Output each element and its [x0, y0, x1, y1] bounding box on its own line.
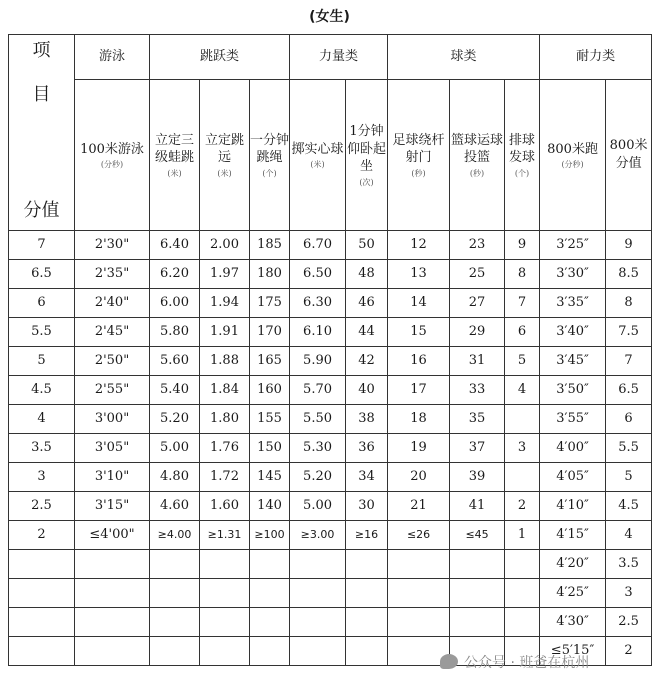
table-row	[9, 289, 652, 318]
table-cell: 35	[450, 405, 505, 434]
corner-bottom: 分值	[23, 200, 60, 222]
table-cell: 18	[388, 405, 450, 434]
subheader-unit: (米)	[167, 168, 182, 178]
subheader-unit: (秒)	[469, 168, 485, 178]
table-cell: 50	[346, 231, 388, 260]
table-cell: 6	[606, 405, 652, 434]
table-cell	[200, 579, 250, 608]
table-row	[9, 376, 652, 405]
table-cell	[75, 550, 150, 579]
table-cell: 1.76	[200, 434, 250, 463]
table-cell: 37	[450, 434, 505, 463]
watermark	[440, 652, 589, 672]
table-cell: 5.00	[290, 492, 346, 521]
table-cell	[200, 608, 250, 637]
table-row	[9, 608, 652, 637]
table-cell: 41	[450, 492, 505, 521]
table-cell: 46	[346, 289, 388, 318]
subheader-3	[250, 80, 290, 231]
table-cell: 6.00	[150, 289, 200, 318]
subheader-10	[606, 80, 652, 231]
table-cell: 6.5	[606, 376, 652, 405]
table-cell: 42	[346, 347, 388, 376]
table-cell: 1.97	[200, 260, 250, 289]
table-row	[9, 579, 652, 608]
table-cell	[290, 637, 346, 666]
table-cell: 13	[388, 260, 450, 289]
table-cell: 2'45"	[75, 318, 150, 347]
table-cell: 6.40	[150, 231, 200, 260]
table-cell	[200, 550, 250, 579]
table-cell: 1.72	[200, 463, 250, 492]
table-cell: 145	[250, 463, 290, 492]
table-cell: 3′35″	[540, 289, 606, 318]
table-cell: 6	[505, 318, 540, 347]
table-cell: 185	[250, 231, 290, 260]
table-title: (女生)	[309, 9, 350, 25]
table-cell: 1.94	[200, 289, 250, 318]
corner-top: 项	[32, 40, 51, 61]
table-cell: 3	[606, 579, 652, 608]
table-cell: 3'05"	[75, 434, 150, 463]
table-cell: 2.5	[606, 608, 652, 637]
table-cell	[150, 550, 200, 579]
table-cell: 36	[346, 434, 388, 463]
table-cell	[250, 550, 290, 579]
table-cell: ≤26	[388, 521, 450, 550]
group-ball: 球类	[388, 35, 540, 80]
table-cell: ≤4'00"	[75, 521, 150, 550]
table-cell: ≥4.00	[150, 521, 200, 550]
table-cell: 27	[450, 289, 505, 318]
group-strength: 力量类	[290, 35, 388, 80]
table-cell	[388, 608, 450, 637]
table-cell: ≤5′15″	[540, 637, 606, 666]
table-cell: 8	[606, 289, 652, 318]
table-cell: 5.40	[150, 376, 200, 405]
table-cell: 4′10″	[540, 492, 606, 521]
table-cell: 1	[505, 521, 540, 550]
table-cell: 5	[505, 347, 540, 376]
table-cell: 1.60	[200, 492, 250, 521]
table-cell: 4′15″	[540, 521, 606, 550]
table-cell	[200, 637, 250, 666]
subheader-9	[540, 80, 606, 231]
table-cell: 170	[250, 318, 290, 347]
table-cell	[346, 608, 388, 637]
table-cell: 5.5	[606, 434, 652, 463]
table-cell: 1.80	[200, 405, 250, 434]
table-cell: 6.10	[290, 318, 346, 347]
table-cell: 175	[250, 289, 290, 318]
subheader-label: 篮球运球投篮	[451, 132, 504, 166]
wechat-icon	[440, 654, 458, 669]
subheader-label: 掷实心球	[291, 141, 344, 157]
corner-mid: 目	[32, 84, 51, 105]
table-cell	[250, 608, 290, 637]
table-cell: 4′25″	[540, 579, 606, 608]
table-cell: 150	[250, 434, 290, 463]
table-cell	[290, 579, 346, 608]
table-cell: 2.5	[9, 492, 75, 521]
table-cell: 5.50	[290, 405, 346, 434]
table-cell	[75, 637, 150, 666]
table-cell: 3′55″	[540, 405, 606, 434]
table-cell: 4′00″	[540, 434, 606, 463]
group-endurance: 耐力类	[540, 35, 652, 80]
table-cell: 6.70	[290, 231, 346, 260]
table-cell	[150, 608, 200, 637]
table-cell: 4.5	[9, 376, 75, 405]
table-cell: 3′40″	[540, 318, 606, 347]
subheader-unit: (分秒)	[100, 160, 124, 170]
table-cell: 25	[450, 260, 505, 289]
table-cell: 6.20	[150, 260, 200, 289]
table-cell: 9	[505, 231, 540, 260]
table-row	[9, 550, 652, 579]
subheader-label: 立定跳远	[204, 132, 244, 166]
table-cell: 21	[388, 492, 450, 521]
table-cell	[505, 405, 540, 434]
table-cell: 16	[388, 347, 450, 376]
table-cell: 3′30″	[540, 260, 606, 289]
table-cell: 7.5	[606, 318, 652, 347]
scoring-table	[8, 34, 652, 666]
subheader-4	[290, 80, 346, 231]
subheader-label: 800米跑	[547, 141, 598, 157]
table-cell: 5.20	[290, 463, 346, 492]
table-cell: 5.70	[290, 376, 346, 405]
table-cell: 3′25″	[540, 231, 606, 260]
table-cell	[505, 550, 540, 579]
subheader-2	[200, 80, 250, 231]
table-cell: 4′30″	[540, 608, 606, 637]
table-cell: 165	[250, 347, 290, 376]
table-cell: 2	[606, 637, 652, 666]
table-cell: ≤45	[450, 521, 505, 550]
table-cell: ≥16	[346, 521, 388, 550]
table-cell: 5.20	[150, 405, 200, 434]
table-cell: 3′45″	[540, 347, 606, 376]
table-cell: 3.5	[9, 434, 75, 463]
subheader-1	[150, 80, 200, 231]
table-cell	[346, 550, 388, 579]
table-cell: 3'10"	[75, 463, 150, 492]
table-cell	[450, 579, 505, 608]
table-cell: 5.60	[150, 347, 200, 376]
table-cell: 38	[346, 405, 388, 434]
table-cell	[150, 637, 200, 666]
subheader-label: 排球发球	[509, 132, 536, 166]
table-cell: ≥1.31	[200, 521, 250, 550]
table-cell	[450, 608, 505, 637]
table-cell	[9, 579, 75, 608]
table-cell	[346, 579, 388, 608]
table-cell: 39	[450, 463, 505, 492]
table-cell: 3	[505, 434, 540, 463]
subheader-7	[450, 80, 505, 231]
table-cell	[9, 550, 75, 579]
table-row	[9, 260, 652, 289]
table-cell	[9, 608, 75, 637]
table-cell: 12	[388, 231, 450, 260]
subheader-label: 1分钟仰卧起坐	[347, 124, 387, 175]
table-cell	[75, 608, 150, 637]
table-cell	[388, 579, 450, 608]
table-row	[9, 463, 652, 492]
table-cell: 4.5	[606, 492, 652, 521]
subheader-8	[505, 80, 540, 231]
table-cell: 1.91	[200, 318, 250, 347]
table-cell: 30	[346, 492, 388, 521]
table-cell: 40	[346, 376, 388, 405]
table-cell: 4	[606, 521, 652, 550]
table-cell: 4	[505, 376, 540, 405]
table-cell: ≥100	[250, 521, 290, 550]
table-cell: 5	[9, 347, 75, 376]
group-jumping: 跳跃类	[150, 35, 290, 80]
table-cell	[505, 579, 540, 608]
table-cell: 2'50"	[75, 347, 150, 376]
table-cell: 4′05″	[540, 463, 606, 492]
table-cell: 2'40"	[75, 289, 150, 318]
table-cell: 180	[250, 260, 290, 289]
table-row	[9, 231, 652, 260]
table-cell: 4′20″	[540, 550, 606, 579]
table-cell: 3	[9, 463, 75, 492]
table-cell	[250, 637, 290, 666]
table-cell: 5	[606, 463, 652, 492]
subheader-5	[346, 80, 388, 231]
table-cell	[250, 579, 290, 608]
table-cell: 2	[505, 492, 540, 521]
table-cell: 8	[505, 260, 540, 289]
table-cell: 7	[606, 347, 652, 376]
table-row	[9, 434, 652, 463]
table-cell: 5.00	[150, 434, 200, 463]
subheader-unit: (个)	[262, 168, 277, 178]
table-cell	[9, 637, 75, 666]
subheader-unit: (秒)	[411, 168, 426, 178]
table-row	[9, 347, 652, 376]
table-cell: 23	[450, 231, 505, 260]
table-cell: 5.30	[290, 434, 346, 463]
table-cell: 48	[346, 260, 388, 289]
table-cell: 155	[250, 405, 290, 434]
table-cell: 2.00	[200, 231, 250, 260]
table-cell: 160	[250, 376, 290, 405]
table-cell	[290, 608, 346, 637]
subheader-label: 800米分值	[609, 138, 648, 171]
group-swimming: 游泳	[75, 35, 150, 80]
table-cell	[346, 637, 388, 666]
subheader-6	[388, 80, 450, 231]
table-cell	[388, 550, 450, 579]
table-cell	[150, 579, 200, 608]
table-cell: 33	[450, 376, 505, 405]
corner-header	[9, 35, 75, 231]
table-cell: 6.30	[290, 289, 346, 318]
table-row	[9, 318, 652, 347]
subheader-unit: (米)	[217, 168, 232, 178]
table-cell: 6.50	[290, 260, 346, 289]
table-cell	[75, 579, 150, 608]
table-cell: 8.5	[606, 260, 652, 289]
table-cell: 7	[505, 289, 540, 318]
table-cell: 3'15"	[75, 492, 150, 521]
table-cell: 2'35"	[75, 260, 150, 289]
table-cell: 6.5	[9, 260, 75, 289]
table-cell: 5.80	[150, 318, 200, 347]
table-cell: 17	[388, 376, 450, 405]
table-cell: 19	[388, 434, 450, 463]
table-cell: 6	[9, 289, 75, 318]
table-cell	[450, 550, 505, 579]
subheader-label: 立定三级蛙跳	[154, 132, 194, 166]
table-cell: 5.5	[9, 318, 75, 347]
table-cell: 2'55"	[75, 376, 150, 405]
table-row	[9, 492, 652, 521]
table-cell: 44	[346, 318, 388, 347]
table-row	[9, 521, 652, 550]
table-cell: 4	[9, 405, 75, 434]
subheader-label: 一分钟跳绳	[250, 132, 290, 166]
table-cell	[505, 463, 540, 492]
subheader-unit: (个)	[514, 168, 530, 178]
subheader-0	[75, 80, 150, 231]
table-cell: 2'30"	[75, 231, 150, 260]
table-cell	[290, 550, 346, 579]
table-cell: 3.5	[606, 550, 652, 579]
table-cell	[505, 608, 540, 637]
table-cell: 3'00"	[75, 405, 150, 434]
subheader-unit: (米)	[310, 160, 325, 170]
table-cell: ≥3.00	[290, 521, 346, 550]
subheader-unit: (次)	[359, 177, 374, 187]
table-cell: 4.60	[150, 492, 200, 521]
table-cell: 14	[388, 289, 450, 318]
table-cell: 9	[606, 231, 652, 260]
table-cell: 4.80	[150, 463, 200, 492]
subheader-unit: (分秒)	[561, 160, 584, 170]
subheader-label: 足球绕杆射门	[392, 132, 445, 166]
table-cell: 7	[9, 231, 75, 260]
table-cell: 31	[450, 347, 505, 376]
table-cell: 34	[346, 463, 388, 492]
watermark-text: 公众号 · 班爸在杭州	[464, 655, 590, 671]
table-cell: 3′50″	[540, 376, 606, 405]
table-cell: 1.88	[200, 347, 250, 376]
table-cell: 140	[250, 492, 290, 521]
table-row	[9, 405, 652, 434]
table-cell: 5.90	[290, 347, 346, 376]
table-cell: 29	[450, 318, 505, 347]
table-cell: 20	[388, 463, 450, 492]
subheader-label: 100米游泳	[80, 141, 144, 157]
table-cell: 15	[388, 318, 450, 347]
table-cell: 2	[9, 521, 75, 550]
table-cell: 1.84	[200, 376, 250, 405]
